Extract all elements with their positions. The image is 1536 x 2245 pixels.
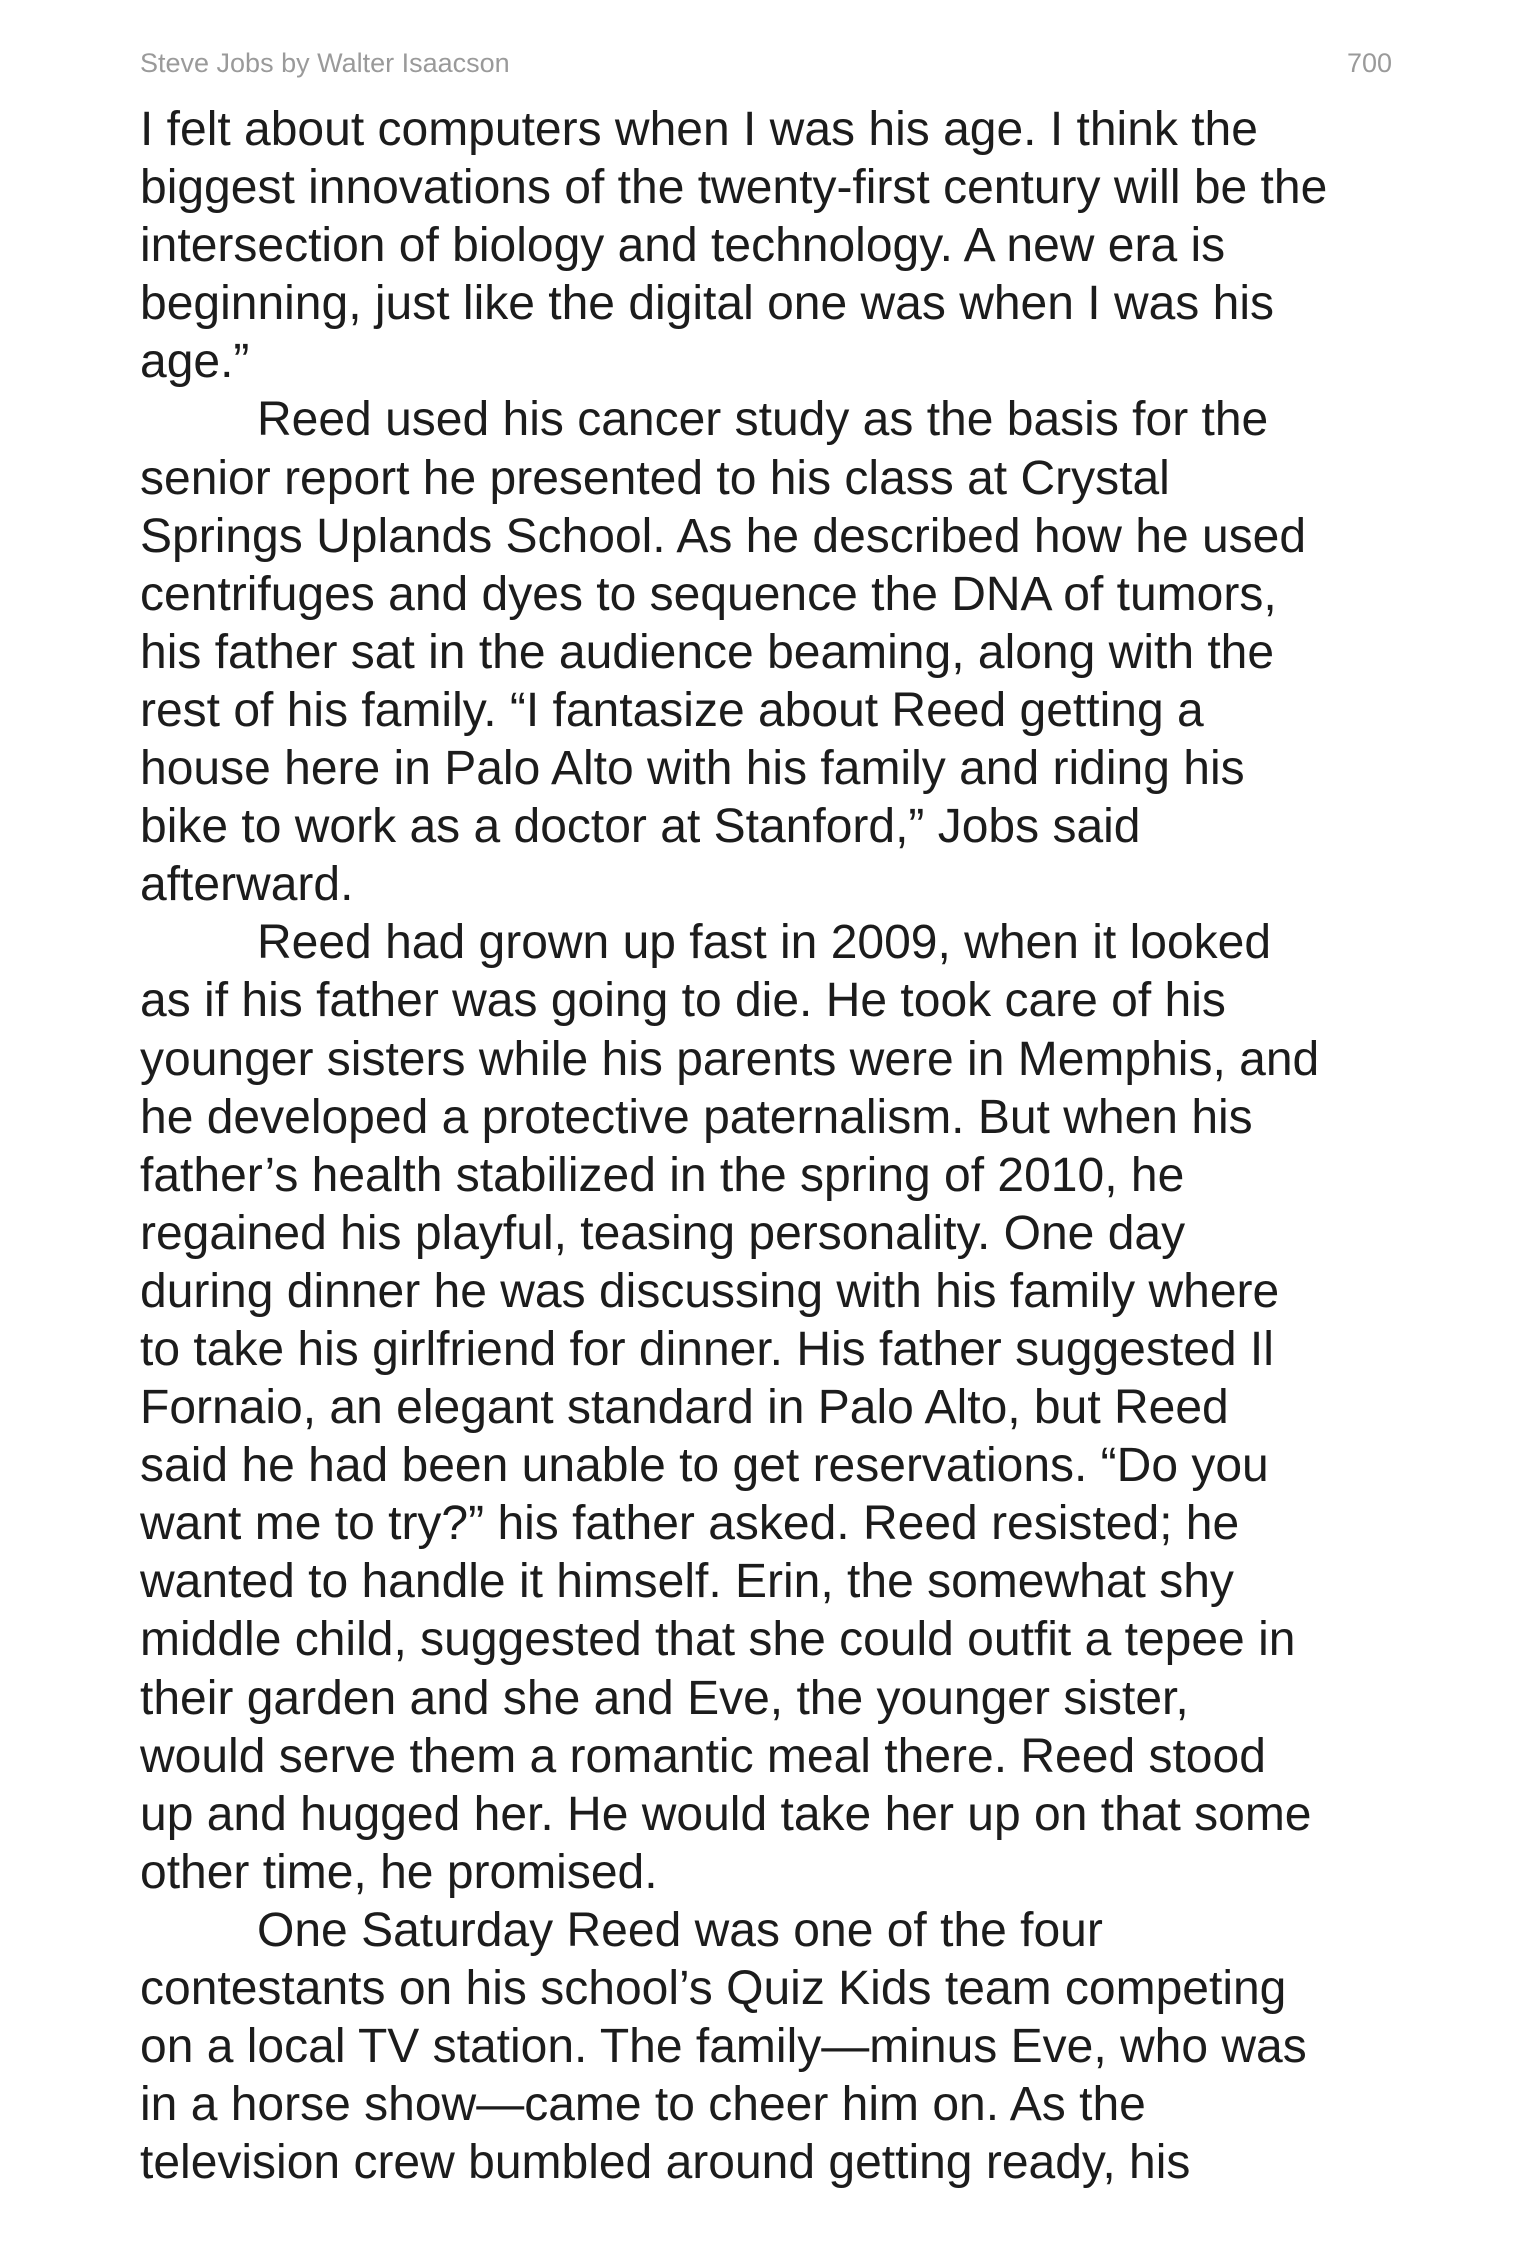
text-line: their garden and she and Eve, the younger sister, [140, 1671, 1189, 1725]
text-line: want me to try?” his father asked. Reed resisted; he [140, 1497, 1240, 1551]
text-line: rest of his family. “I fantasize about Reed getting a [140, 683, 1204, 737]
text-line: during dinner he was discussing with his family where [140, 1264, 1280, 1318]
text-line: regained his playful, teasing personality. One day [140, 1206, 1186, 1260]
text-line: Springs Uplands School. As he described how he used [140, 509, 1307, 563]
text-line: house here in Palo Alto with his family and riding his [140, 742, 1245, 796]
book-title: Steve Jobs by Walter Isaacson [140, 48, 510, 78]
text-line: Fornaio, an elegant standard in Palo Alto, but Reed [140, 1381, 1229, 1435]
text-line: middle child, suggested that she could outfit a tepee in [140, 1613, 1296, 1667]
text-line: he developed a protective paternalism. But when his [140, 1090, 1253, 1144]
text-line: father’s health stabilized in the spring of 2010, he [140, 1148, 1185, 1202]
text-line: I felt about computers when I was his age. I think the [140, 103, 1258, 156]
text-line: beginning, just like the digital one was when I was his [140, 277, 1274, 331]
text-line: bike to work as a doctor at Stanford,” Jobs said [140, 800, 1141, 854]
text-line: wanted to handle it himself. Erin, the somewhat shy [140, 1555, 1234, 1609]
text-line: would serve them a romantic meal there. Reed stood [140, 1729, 1266, 1783]
running-header [140, 48, 1392, 88]
paragraph-first-line: Reed used his cancer study as the basis for the [257, 393, 1269, 447]
text-line: up and hugged her. He would take her up on that some [140, 1787, 1312, 1841]
text-line: senior report he presented to his class at Crystal [140, 451, 1170, 505]
page-number: 700 [1346, 48, 1392, 78]
text-line: as if his father was going to die. He took care of his [140, 974, 1226, 1028]
text-line: centrifuges and dyes to sequence the DNA of tumors, [140, 567, 1277, 621]
text-line: younger sisters while his parents were in Memphis, and [140, 1032, 1320, 1086]
paragraph-first-line: One Saturday Reed was one of the four [257, 1903, 1103, 1957]
text-line: age.” [140, 335, 250, 389]
text-line: in a horse show—came to cheer him on. As the [140, 2078, 1146, 2132]
text-line: contestants on his school’s Quiz Kids team competing [140, 1962, 1287, 2015]
body-text [140, 101, 1400, 2192]
text-line: television crew bumbled around getting ready, his [140, 2136, 1191, 2190]
text-line: on a local TV station. The family—minus Eve, who was [140, 2020, 1307, 2074]
text-line: other time, he promised. [140, 1845, 658, 1899]
text-line: biggest innovations of the twenty-first century will be the [140, 161, 1328, 215]
text-line: afterward. [140, 858, 354, 912]
text-line: his father sat in the audience beaming, along with the [140, 625, 1275, 679]
text-line: intersection of biology and technology. A new era is [140, 219, 1226, 273]
paragraph-first-line: Reed had grown up fast in 2009, when it looked [257, 916, 1272, 970]
text-line: to take his girlfriend for dinner. His father suggested Il [140, 1322, 1274, 1376]
text-line: said he had been unable to get reservations. “Do you [140, 1439, 1269, 1493]
